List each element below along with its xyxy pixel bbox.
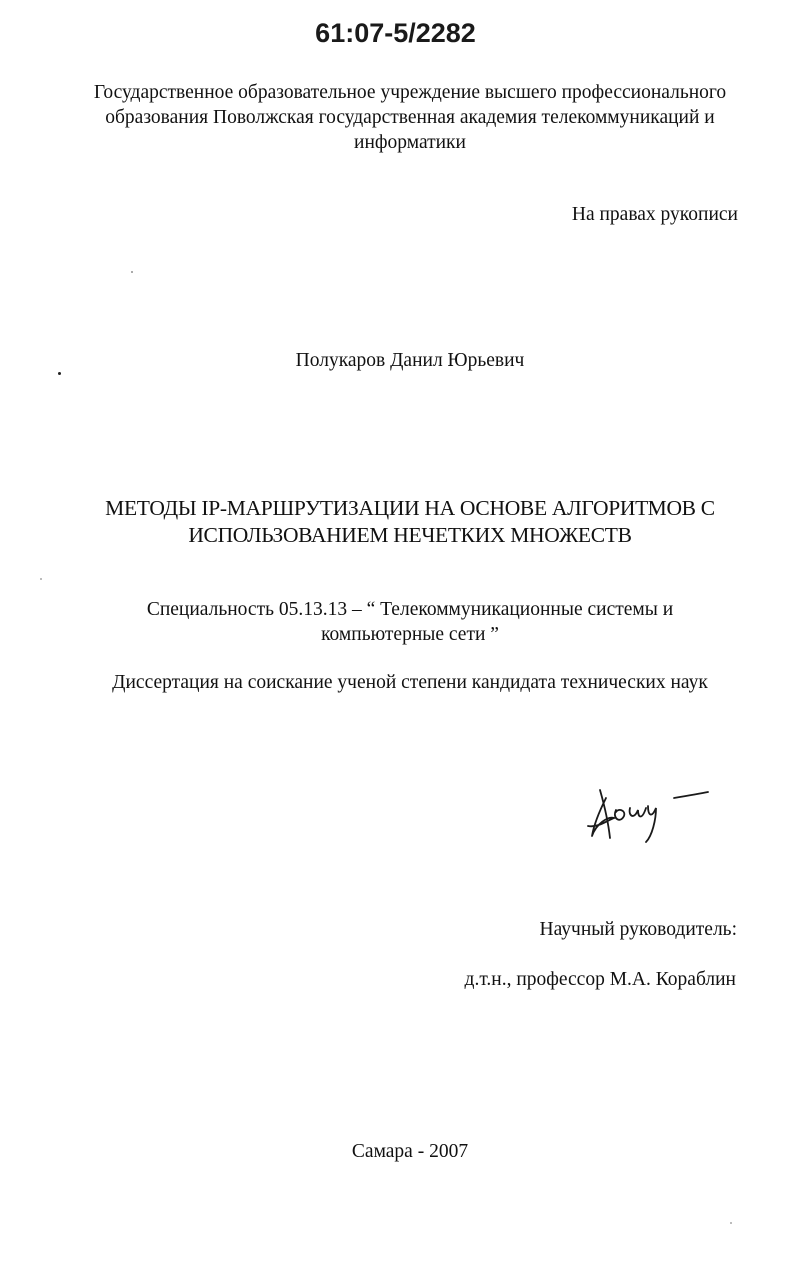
dissertation-title bbox=[60, 495, 760, 549]
supervisor-label: Научный руководитель: bbox=[539, 919, 737, 940]
manuscript-rights-note: На правах рукописи bbox=[571, 204, 738, 225]
title-line-2: ИСПОЛЬЗОВАНИЕМ НЕЧЕТКИХ МНОЖЕСТВ bbox=[188, 523, 632, 547]
scan-speck bbox=[58, 372, 61, 375]
scan-speck bbox=[730, 1222, 732, 1224]
institution-block bbox=[60, 80, 760, 155]
scan-speck bbox=[131, 271, 133, 273]
author-name: Полукаров Данил Юрьевич bbox=[295, 350, 525, 371]
specialty-block bbox=[60, 597, 760, 647]
city-year: Самара - 2007 bbox=[351, 1141, 469, 1162]
institution-line-1: Государственное образовательное учреждение высшего профессионального bbox=[93, 82, 727, 103]
title-line-1: МЕТОДЫ IP-МАРШРУТИЗАЦИИ НА ОСНОВЕ АЛГОРИТМОВ С bbox=[105, 496, 715, 520]
archive-stamp-code bbox=[0, 18, 795, 49]
specialty-line-2: компьютерные сети ” bbox=[321, 624, 499, 645]
degree-statement: Диссертация на соискание ученой степени кандидата технических наук bbox=[112, 672, 708, 693]
handwritten-signature bbox=[586, 780, 716, 850]
institution-line-3: информатики bbox=[354, 132, 466, 153]
archive-stamp-text: 61:07-5/2282 bbox=[315, 18, 476, 48]
specialty-line-1: Специальность 05.13.13 – “ Телекоммуникационные системы и bbox=[146, 599, 674, 620]
supervisor-name: д.т.н., профессор М.А. Кораблин bbox=[464, 969, 736, 990]
institution-line-2: образования Поволжская государственная академия телекоммуникаций и bbox=[105, 107, 715, 128]
scan-speck bbox=[40, 578, 42, 580]
